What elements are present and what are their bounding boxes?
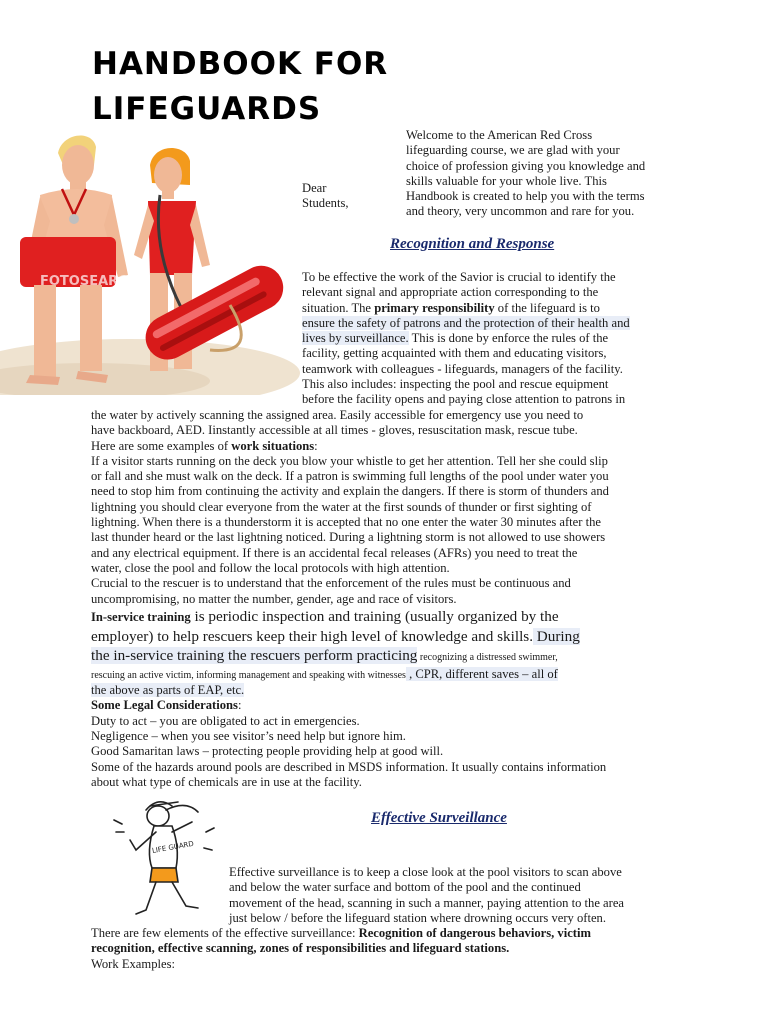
text-line: last thunder heard or the last lightning noticed. During a lightning storm is not allowed to use showers xyxy=(91,530,606,545)
legal-item: Good Samaritan laws – protecting people providing help at good will. xyxy=(91,744,444,759)
text-line: ensure the safety of patrons and the protection of their health and xyxy=(302,315,630,330)
text-line: relevant signal and appropriate action corresponding to the xyxy=(302,285,599,300)
text-line: This also includes: inspecting the pool and rescue equipment xyxy=(302,377,609,392)
text-line: facility, getting acquainted with them and educating visitors, xyxy=(302,346,607,361)
text-line: movement of the head, scanning in such a manner, paying attention to the area xyxy=(229,895,625,910)
text-line: and any electrical equipment. If there is an accidental fecal releases (AFRs) you need to treat the xyxy=(91,545,578,560)
text-line: the in-service training the rescuers perform practicing recognizing a distressed swimmer, xyxy=(91,646,558,664)
surveillance-paragraph xyxy=(229,865,689,926)
text-line: and below the water surface and bottom of the pool and the continued xyxy=(229,880,581,895)
text-line: Effective surveillance is to keep a close look at the pool visitors to scan above xyxy=(229,865,622,879)
text-line: and theory, very uncommon and rare for you. xyxy=(406,204,635,219)
section-heading-recognition: Recognition and Response xyxy=(390,236,555,252)
cartoon-badge-text: LIFE GUARD xyxy=(151,839,195,855)
text-line: Crucial to the rescuer is to understand that the enforcement of the rules must be continuous and xyxy=(91,576,571,591)
title-line-1: HANDBOOK FOR xyxy=(92,46,389,82)
legal-item: Negligence – when you see visitor’s need help but ignore him. xyxy=(91,729,406,744)
text-line: Welcome to the American Red Cross xyxy=(406,128,593,142)
legal-item: Duty to act – you are obligated to act in emergencies. xyxy=(91,713,360,728)
surveillance-elements xyxy=(91,926,691,972)
text-line: water, close the pool and follow the local protocols with high attention. xyxy=(91,560,450,575)
text-line: To be effective the work of the Savior is crucial to identify the xyxy=(302,270,616,284)
section1-intro xyxy=(302,270,682,408)
text-line: choice of profession giving you knowledge and xyxy=(406,158,646,173)
lifeguards-illustration xyxy=(0,125,300,395)
section-heading-surveillance: Effective Surveillance xyxy=(371,810,507,826)
text-line: Some of the hazards around pools are described in MSDS information. It usually contains information xyxy=(91,759,607,774)
text-line: the water by actively scanning the assigned area. Easily accessible for emergency use you need to xyxy=(91,408,584,422)
legal-heading: Some Legal Considerations xyxy=(91,698,238,713)
text-line: lightning you should clear everyone from the water at the first sounds of thunder or first sighting of xyxy=(91,499,592,514)
text-line: need to stop him from continuing the activity and explain the dangers. If there is storm of thunders and xyxy=(91,484,609,499)
text-line: teamwork with colleagues - lifeguards, managers of the facility. xyxy=(302,361,623,376)
text-line: before the facility opens and paying close attention to patrons in xyxy=(302,392,626,407)
text-line: lives by surveillance. This is done by enforce the rules of the xyxy=(302,331,609,346)
text-line: about what type of chemicals are in use at the facility. xyxy=(91,774,362,789)
title-line-2: LIFEGUARDS xyxy=(92,91,322,127)
text-line: situation. The primary responsibility of the lifeguard is to xyxy=(302,300,600,315)
text-line: just below / before the lifeguard station where drowning occurs very often. xyxy=(229,910,606,925)
text-line: the above as parts of EAP, etc. xyxy=(91,683,245,698)
cartoon-lifeguard-illustration xyxy=(106,792,224,924)
text-line: There are few elements of the effective surveillance: Recognition of dangerous behaviors, victim xyxy=(91,926,591,940)
text-line: Some Legal Considerations: xyxy=(91,698,242,713)
greeting-line: Students, xyxy=(302,196,349,211)
work-examples-label: Work Examples: xyxy=(91,956,175,971)
text-line: employer) to help rescuers keep their high level of knowledge and skills. During xyxy=(91,627,580,645)
bold-term: primary responsibility xyxy=(374,300,495,315)
text-line: rescuing an active victim, informing management and speaking with witnesses , CPR, different saves – all of xyxy=(91,666,558,681)
text-line: Handbook is created to help you with the terms xyxy=(406,189,645,204)
text-line xyxy=(91,941,691,956)
section1-body xyxy=(91,408,691,790)
bold-term: Recognition of dangerous behaviors, victim xyxy=(358,926,591,940)
text-line: have backboard, AED. Iinstantly accessible at all times - gloves, resuscitation mask, rescue tube. xyxy=(91,423,578,438)
text-line: lifeguarding course, we are glad with your xyxy=(406,143,620,158)
bold-term: work situations xyxy=(231,438,315,453)
text-line: skills valuable for your whole live. This xyxy=(406,173,607,188)
text-line: lightning. When there is a thunderstorm it is accepted that no one enter the water 30 minutes after the xyxy=(91,515,602,530)
text-line: Here are some examples of work situations: xyxy=(91,438,318,453)
text-line: or fall and she must walk on the deck. If a patron is swimming full lengths of the pool under water you xyxy=(91,469,609,484)
text-line: If a visitor starts running on the deck you blow your whistle to get her attention. Tell her she could slip xyxy=(91,453,608,468)
bold-term: recognition, effective scanning, zones of responsibilities and lifeguard stations. xyxy=(91,941,510,956)
welcome-paragraph xyxy=(406,128,645,220)
bold-term: In-service training xyxy=(91,609,191,624)
text-line: In-service training is periodic inspection and training (usually organized by the xyxy=(91,607,559,625)
text-line: uncompromising, no matter the number, gender, age and race of visitors. xyxy=(91,591,457,606)
greeting xyxy=(302,181,349,212)
greeting-line: Dear xyxy=(302,181,327,195)
page-title xyxy=(92,42,388,132)
watermark-text: FOTOSEARCH xyxy=(40,274,139,289)
